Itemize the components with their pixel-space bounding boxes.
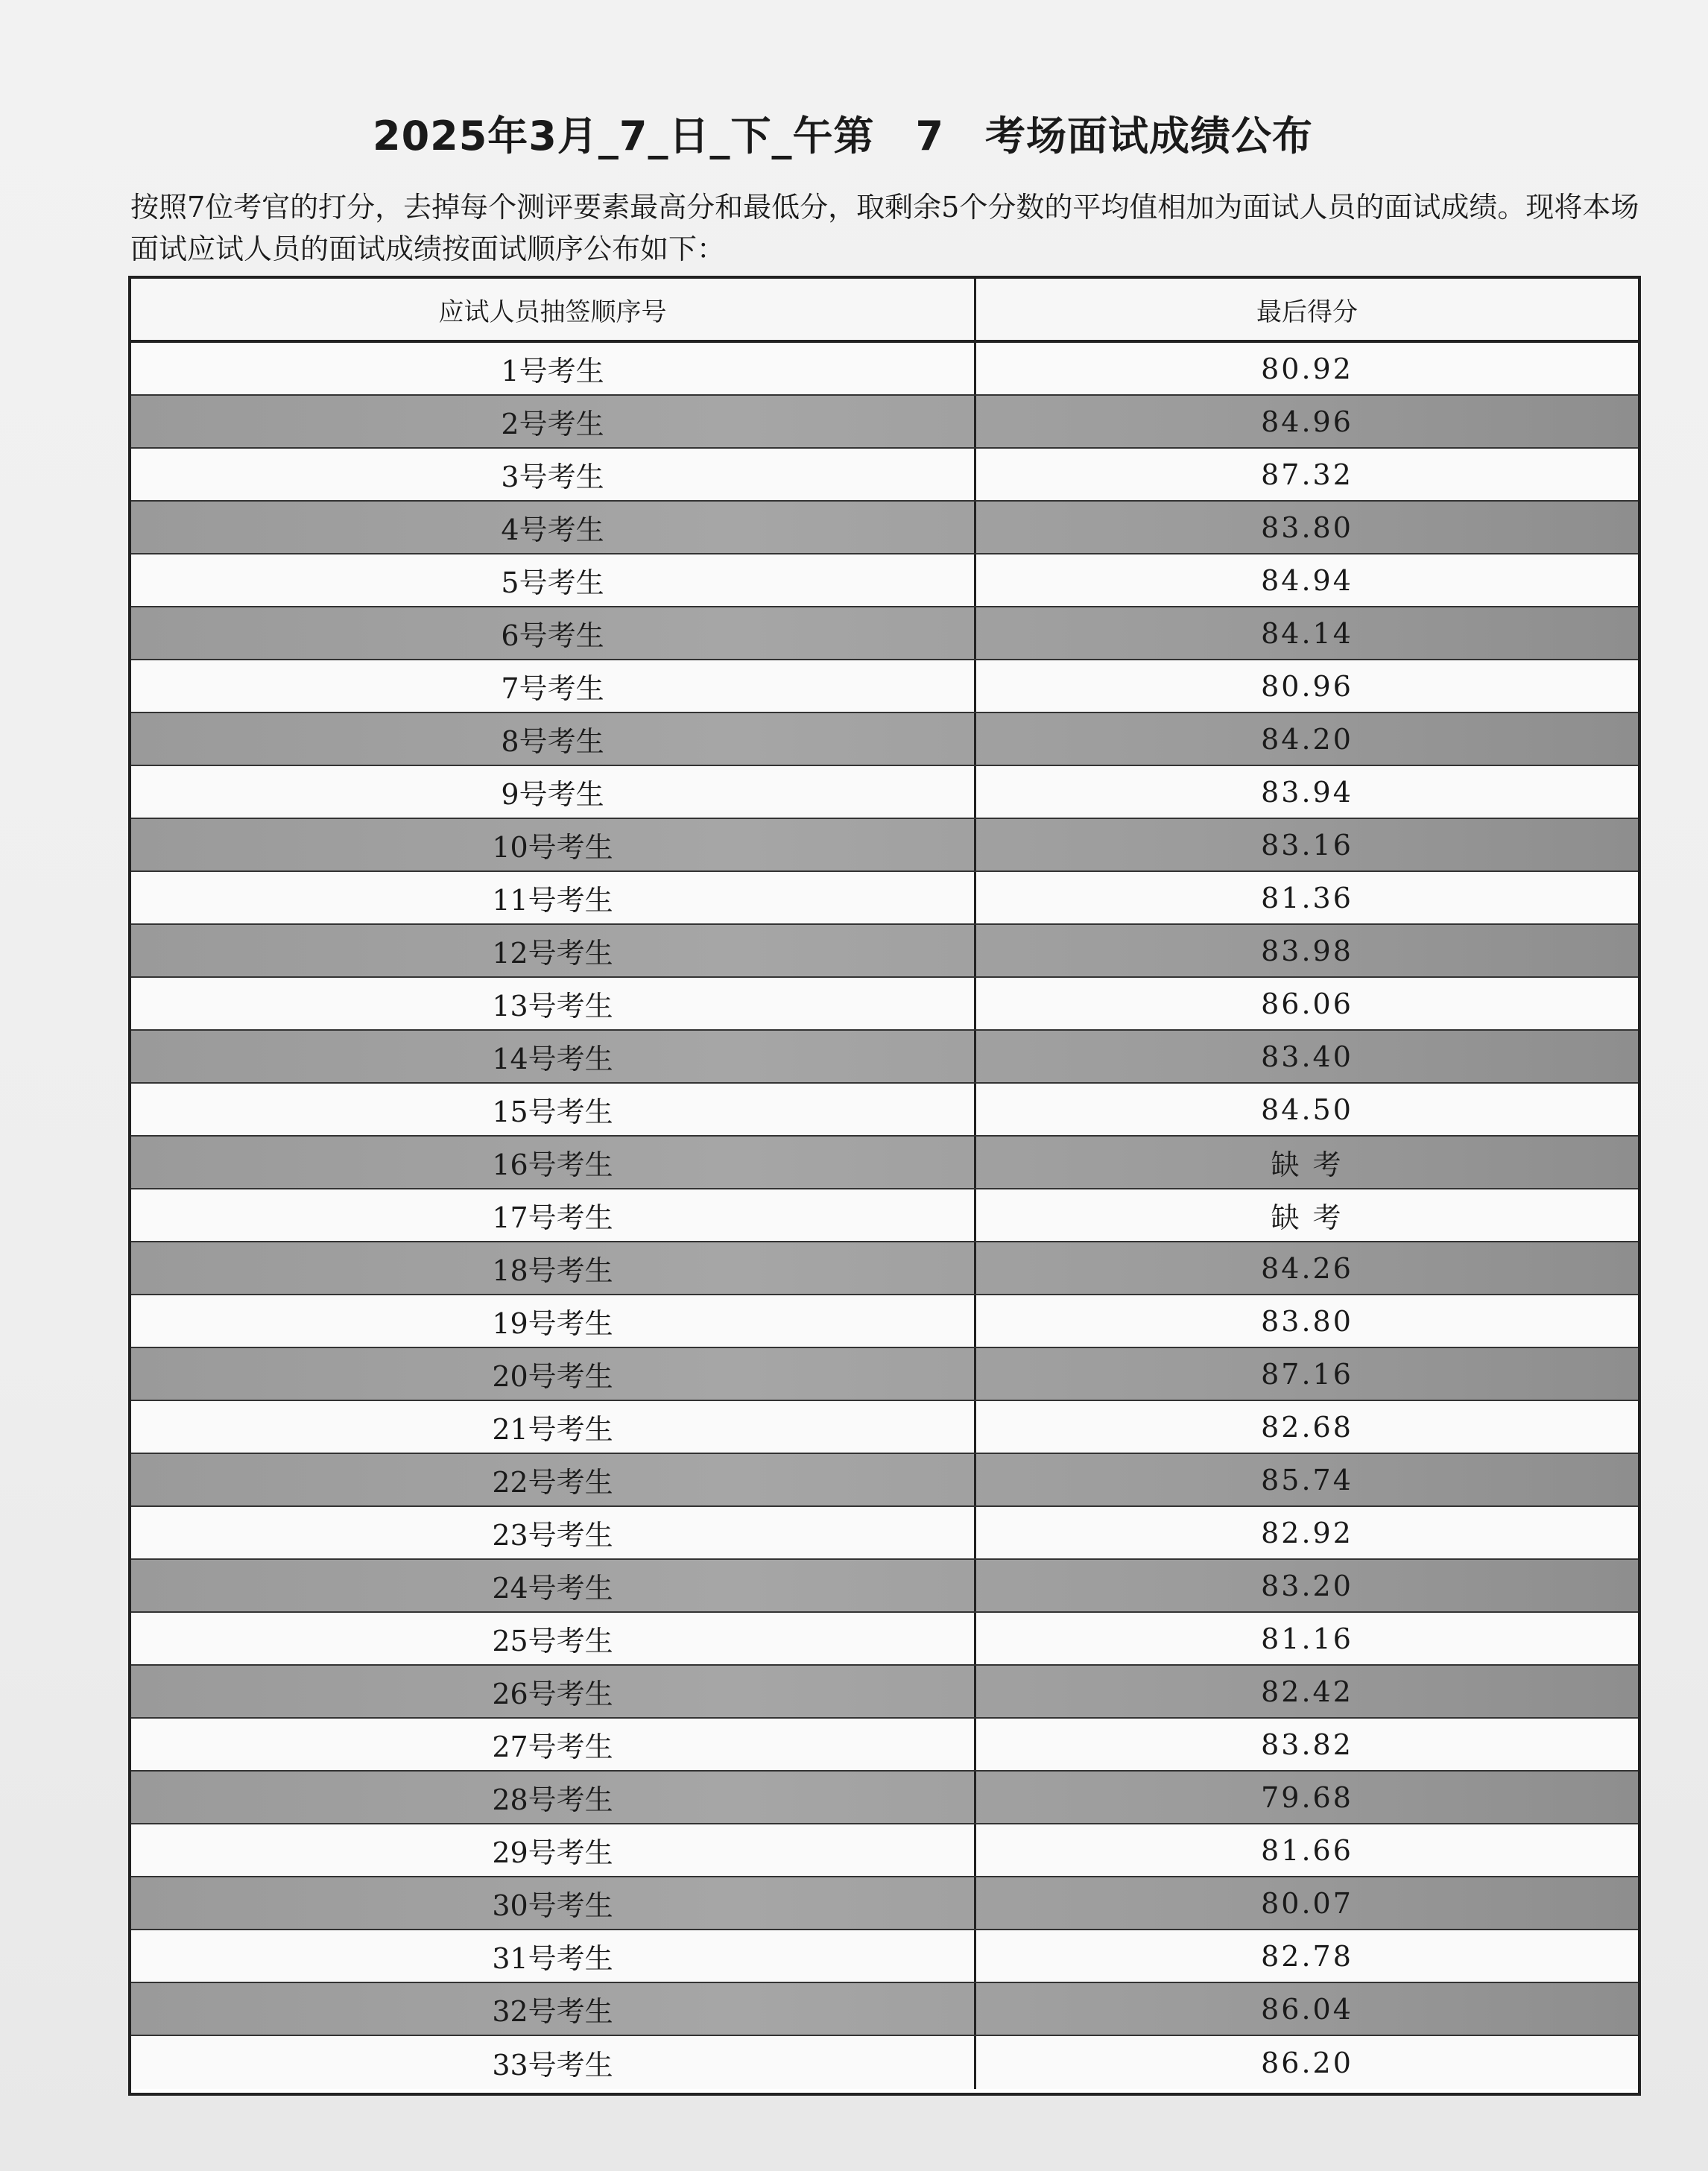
final-score-cell: [976, 554, 1638, 606]
final-score-value: 82.68: [1261, 1410, 1353, 1444]
header-candidate-number: 应试人员抽签顺序号: [131, 279, 976, 340]
table-row: [131, 660, 1638, 713]
candidate-number-cell: 12号考生: [131, 925, 976, 976]
table-row: [131, 449, 1638, 502]
candidate-number-cell: 32号考生: [131, 1983, 976, 2035]
candidate-number-cell: 22号考生: [131, 1454, 976, 1505]
table-row: [131, 925, 1638, 978]
final-score-value: 83.40: [1261, 1040, 1353, 1073]
final-score-value: 83.98: [1261, 934, 1353, 967]
table-row: [131, 1348, 1638, 1401]
final-score-cell: [976, 1877, 1638, 1929]
final-score-value: 83.80: [1261, 1304, 1353, 1338]
final-score-value: 80.07: [1261, 1886, 1353, 1920]
final-score-value: 84.20: [1261, 722, 1353, 756]
candidate-number-cell: 23号考生: [131, 1507, 976, 1558]
final-score-cell: [976, 978, 1638, 1029]
final-score-cell: [976, 1348, 1638, 1400]
table-body: [131, 343, 1638, 2089]
table-row: [131, 1137, 1638, 1189]
candidate-number-cell: 24号考生: [131, 1560, 976, 1611]
table-row: [131, 1242, 1638, 1295]
candidate-number-cell: 15号考生: [131, 1084, 976, 1135]
table-row: [131, 978, 1638, 1031]
candidate-number-cell: 7号考生: [131, 660, 976, 712]
final-score-cell: [976, 1242, 1638, 1294]
final-score-cell: [976, 872, 1638, 923]
candidate-number-cell: 6号考生: [131, 607, 976, 659]
final-score-cell: [976, 1454, 1638, 1505]
table-row: [131, 1666, 1638, 1719]
table-row: [131, 1454, 1638, 1507]
final-score-cell: [976, 1189, 1638, 1241]
candidate-number-cell: 2号考生: [131, 396, 976, 447]
final-score-value: 87.32: [1261, 458, 1353, 491]
final-score-value: 82.78: [1261, 1939, 1353, 1973]
final-score-cell: [976, 1295, 1638, 1347]
table-row: [131, 1719, 1638, 1772]
final-score-value: 87.16: [1261, 1357, 1353, 1391]
final-score-value: 85.74: [1261, 1463, 1353, 1497]
table-row: [131, 819, 1638, 872]
table-row: [131, 713, 1638, 766]
table-header-row: [131, 279, 1638, 343]
final-score-cell: [976, 1666, 1638, 1717]
candidate-number-cell: 31号考生: [131, 1930, 976, 1982]
final-score-value: 缺 考: [1271, 1148, 1344, 1181]
final-score-value: 81.16: [1261, 1622, 1353, 1655]
candidate-number-cell: 17号考生: [131, 1189, 976, 1241]
table-row: [131, 2036, 1638, 2089]
candidate-number-cell: 28号考生: [131, 1772, 976, 1823]
table-row: [131, 766, 1638, 819]
final-score-cell: [976, 1613, 1638, 1664]
table-row: [131, 396, 1638, 449]
candidate-number-cell: 3号考生: [131, 449, 976, 500]
candidate-number-cell: 33号考生: [131, 2036, 976, 2089]
final-score-cell: [976, 1137, 1638, 1188]
candidate-number-cell: 13号考生: [131, 978, 976, 1029]
final-score-cell: [976, 343, 1638, 394]
table-row: [131, 1560, 1638, 1613]
final-score-cell: [976, 449, 1638, 500]
table-row: [131, 1189, 1638, 1242]
final-score-value: 83.20: [1261, 1569, 1353, 1602]
candidate-number-cell: 25号考生: [131, 1613, 976, 1664]
table-row: [131, 1930, 1638, 1983]
final-score-cell: [976, 1719, 1638, 1770]
final-score-value: 83.82: [1261, 1728, 1353, 1761]
final-score-value: 81.36: [1261, 881, 1353, 914]
final-score-cell: [976, 766, 1638, 818]
candidate-number-cell: 5号考生: [131, 554, 976, 606]
final-score-cell: [976, 1930, 1638, 1982]
candidate-number-cell: 1号考生: [131, 343, 976, 394]
final-score-cell: [976, 819, 1638, 870]
final-score-cell: [976, 1507, 1638, 1558]
candidate-number-cell: 14号考生: [131, 1031, 976, 1082]
table-row: [131, 1295, 1638, 1348]
final-score-value: 82.42: [1261, 1675, 1353, 1708]
final-score-cell: [976, 660, 1638, 712]
final-score-value: 86.06: [1261, 987, 1353, 1020]
final-score-cell: [976, 1772, 1638, 1823]
candidate-number-cell: 19号考生: [131, 1295, 976, 1347]
table-row: [131, 872, 1638, 925]
table-row: [131, 343, 1638, 396]
table-row: [131, 554, 1638, 607]
final-score-cell: [976, 1084, 1638, 1135]
final-score-cell: [976, 1983, 1638, 2035]
final-score-cell: [976, 1560, 1638, 1611]
candidate-number-cell: 16号考生: [131, 1137, 976, 1188]
final-score-value: 84.50: [1261, 1093, 1353, 1126]
table-row: [131, 1613, 1638, 1666]
final-score-value: 86.04: [1261, 1992, 1353, 2026]
final-score-value: 84.94: [1261, 563, 1353, 597]
final-score-cell: [976, 1401, 1638, 1453]
final-score-value: 83.80: [1261, 511, 1353, 544]
final-score-value: 83.94: [1261, 775, 1353, 809]
final-score-value: 84.14: [1261, 616, 1353, 650]
final-score-cell: [976, 396, 1638, 447]
candidate-number-cell: 21号考生: [131, 1401, 976, 1453]
candidate-number-cell: 26号考生: [131, 1666, 976, 1717]
candidate-number-cell: 4号考生: [131, 502, 976, 553]
table-row: [131, 1877, 1638, 1930]
final-score-value: 80.96: [1261, 669, 1353, 703]
table-row: [131, 1507, 1638, 1560]
candidate-number-cell: 8号考生: [131, 713, 976, 765]
final-score-cell: [976, 502, 1638, 553]
table-row: [131, 1824, 1638, 1877]
table-row: [131, 502, 1638, 554]
candidate-number-cell: 11号考生: [131, 872, 976, 923]
candidate-number-cell: 29号考生: [131, 1824, 976, 1876]
table-row: [131, 1983, 1638, 2036]
final-score-cell: [976, 925, 1638, 976]
candidate-number-cell: 30号考生: [131, 1877, 976, 1929]
final-score-cell: [976, 607, 1638, 659]
table-row: [131, 1084, 1638, 1137]
table-row: [131, 1401, 1638, 1454]
final-score-value: 84.26: [1261, 1251, 1353, 1285]
final-score-cell: [976, 1031, 1638, 1082]
header-final-score: 最后得分: [1256, 297, 1358, 327]
score-table: [128, 276, 1641, 2096]
final-score-value: 84.96: [1261, 405, 1353, 438]
final-score-value: 79.68: [1261, 1780, 1353, 1814]
intro-paragraph: 按照7位考官的打分，去掉每个测评要素最高分和最低分，取剩余5个分数的平均值相加为面试人员的面试成绩。现将本场面试应试人员的面试成绩按面试顺序公布如下：: [130, 191, 1639, 265]
final-score-value: 81.66: [1261, 1833, 1353, 1867]
final-score-value: 86.20: [1261, 2046, 1353, 2079]
candidate-number-cell: 27号考生: [131, 1719, 976, 1770]
final-score-cell: [976, 2036, 1638, 2089]
final-score-value: 83.16: [1261, 828, 1353, 862]
candidate-number-cell: 9号考生: [131, 766, 976, 818]
final-score-cell: [976, 1824, 1638, 1876]
table-row: [131, 1031, 1638, 1084]
candidate-number-cell: 10号考生: [131, 819, 976, 870]
candidate-number-cell: 20号考生: [131, 1348, 976, 1400]
final-score-value: 80.92: [1261, 352, 1353, 385]
table-row: [131, 607, 1638, 660]
final-score-value: 82.92: [1261, 1516, 1353, 1549]
final-score-value: 缺 考: [1271, 1201, 1344, 1234]
page-title: 2025年3月_7_日_下_午第 7 考场面试成绩公布: [373, 113, 1314, 159]
table-row: [131, 1772, 1638, 1824]
candidate-number-cell: 18号考生: [131, 1242, 976, 1294]
final-score-cell: [976, 713, 1638, 765]
